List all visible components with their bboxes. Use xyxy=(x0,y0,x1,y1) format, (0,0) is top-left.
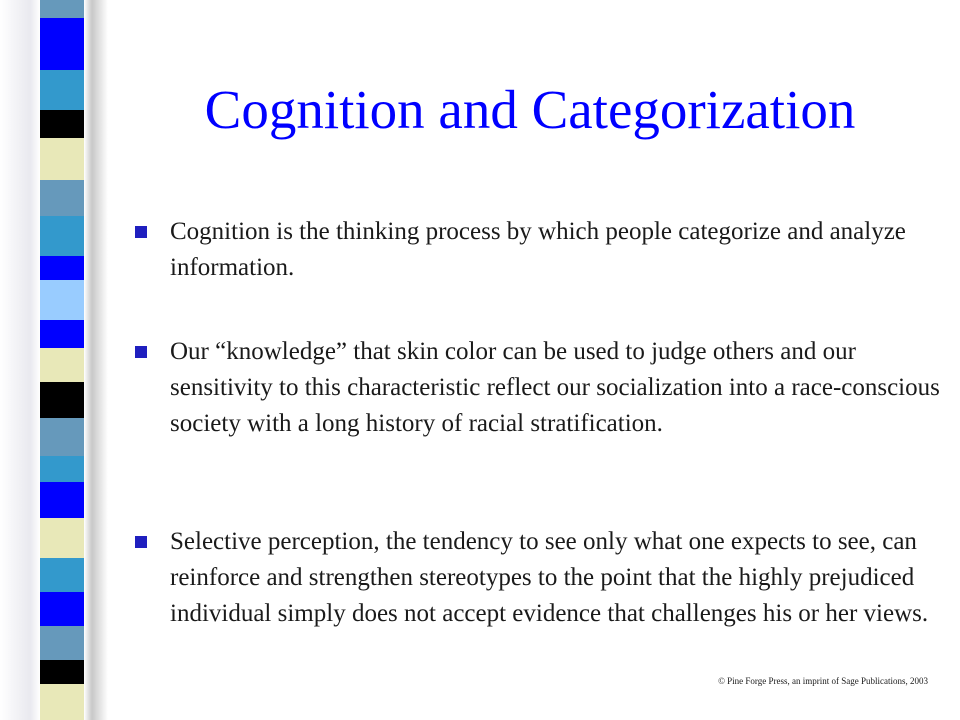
color-band xyxy=(40,382,84,418)
square-bullet-icon xyxy=(135,536,147,548)
color-band xyxy=(40,592,84,626)
color-band xyxy=(40,180,84,216)
color-band xyxy=(40,456,84,482)
color-band-column xyxy=(40,0,84,720)
color-band xyxy=(40,348,84,382)
color-band xyxy=(40,256,84,280)
color-band xyxy=(40,18,84,70)
slide-title: Cognition and Categorization xyxy=(204,79,856,140)
color-band xyxy=(40,70,84,110)
color-band xyxy=(40,518,84,558)
color-band xyxy=(40,558,84,592)
color-band xyxy=(40,660,84,684)
square-bullet-icon xyxy=(135,346,147,358)
bullet-text: Selective perception, the tendency to see only what one expects to see, can reinforce and strengthen stereotypes to the point that the highly prejudiced individual simply does not accept evidence that challenges his or her views. xyxy=(170,528,929,627)
bullet-text: Cognition is the thinking process by which people categorize and analyze information. xyxy=(170,218,906,281)
bullet-text: Our “knowledge” that skin color can be used to judge others and our sensitivity to this characteristic reflect our socialization into a race-conscious society with a long history of racial stratification. xyxy=(170,338,940,437)
color-band xyxy=(40,0,84,18)
copyright-footer: © Pine Forge Press, an imprint of Sage Publications, 2003 xyxy=(718,676,928,686)
color-band xyxy=(40,684,84,720)
color-band xyxy=(40,110,84,138)
square-bullet-icon xyxy=(135,226,147,238)
color-band xyxy=(40,418,84,456)
color-band xyxy=(40,482,84,518)
color-band xyxy=(40,280,84,320)
decorative-side-strip xyxy=(0,0,108,720)
color-band xyxy=(40,216,84,256)
color-band xyxy=(40,138,84,180)
color-band xyxy=(40,626,84,660)
color-band xyxy=(40,320,84,348)
